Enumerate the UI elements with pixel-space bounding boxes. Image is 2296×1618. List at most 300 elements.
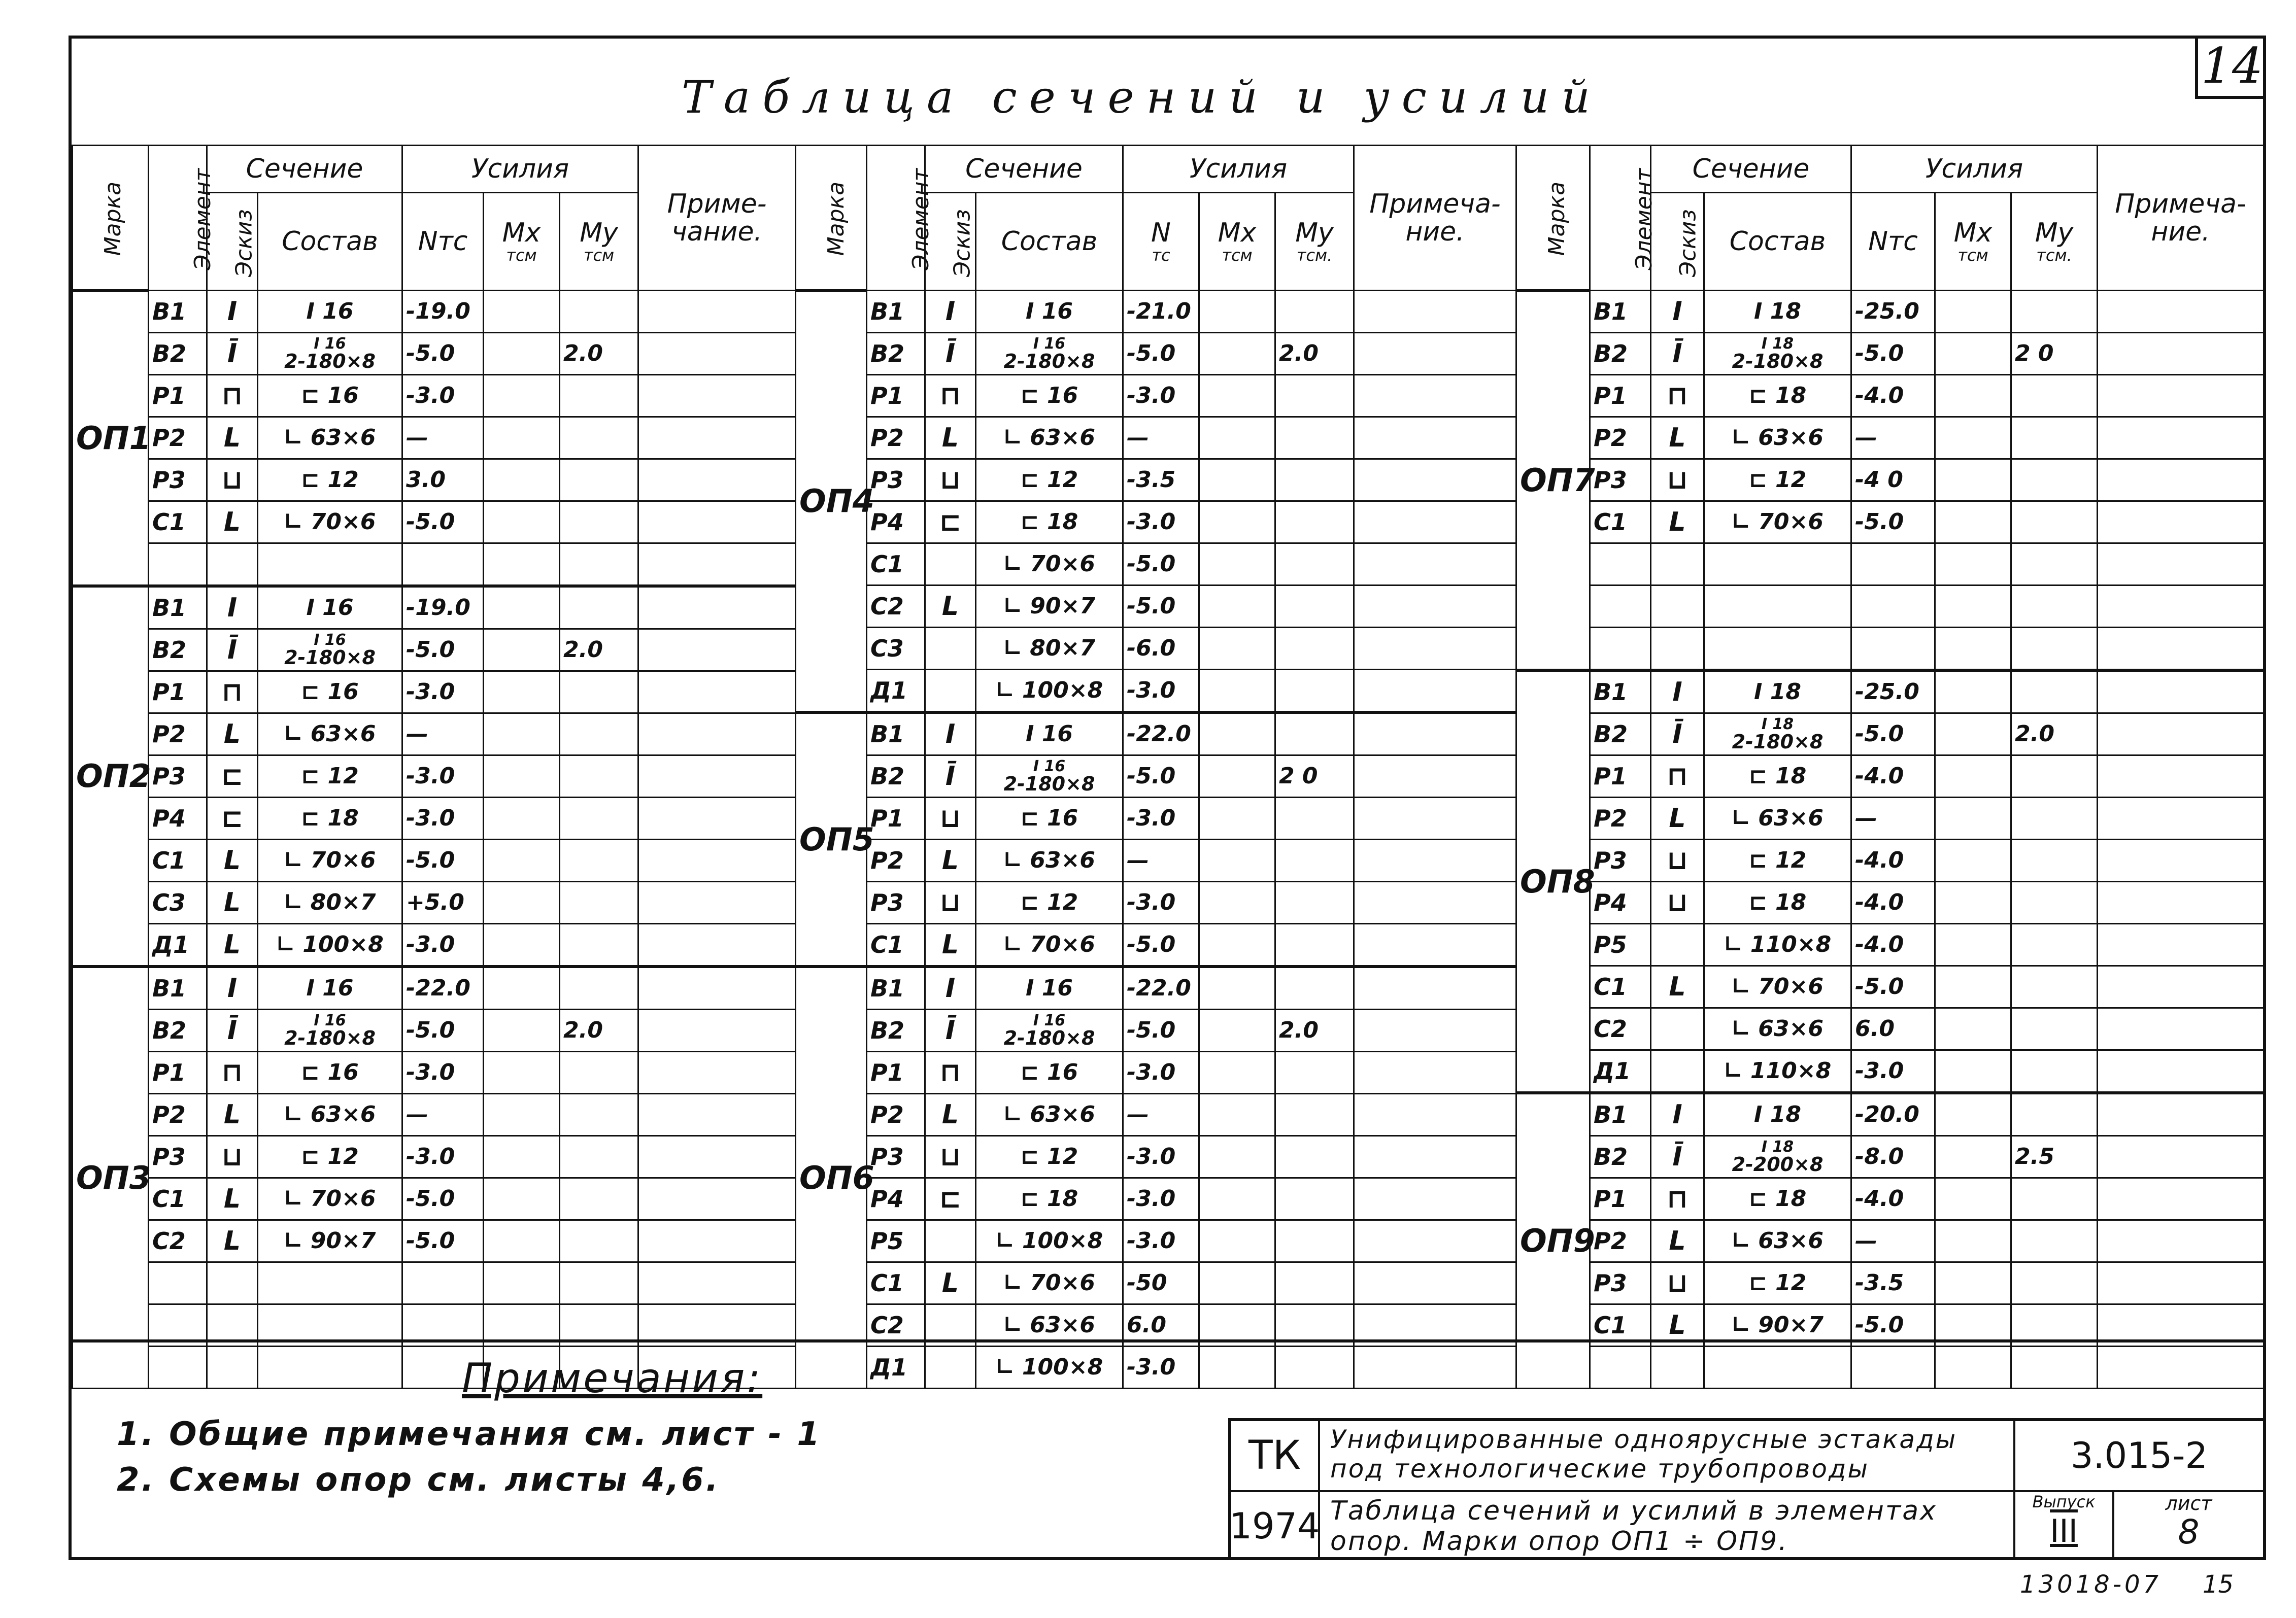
note-cell (1354, 501, 1516, 543)
moment-y-cell (2011, 798, 2098, 840)
note-cell (638, 375, 796, 417)
composition-cell (976, 417, 1123, 459)
note-cell (1354, 1094, 1516, 1136)
sketch-cell: L (1651, 1220, 1704, 1262)
sketch-cell: ⊔ (925, 798, 976, 840)
table-row (1516, 1093, 2264, 1136)
moment-y-cell (1275, 1136, 1354, 1178)
composition-cell (976, 1052, 1123, 1094)
moment-y-cell (560, 798, 638, 840)
composition-value: ∟ 100×8 (995, 1228, 1103, 1254)
composition-value: ⊏ 12 (301, 763, 359, 789)
table-row (796, 291, 1516, 333)
composition-value: I 18 (1754, 679, 1801, 705)
moment-y-cell (1275, 1178, 1354, 1220)
composition-value: ⊏ 12 (301, 467, 359, 493)
moment-x-cell (1935, 966, 2011, 1008)
element-cell: Р4 (867, 501, 925, 543)
moment-x-cell (484, 1178, 560, 1220)
element-cell: Р3 (149, 1136, 207, 1178)
composition-value: 2-180×8 (1003, 1027, 1095, 1049)
table-row (73, 967, 796, 1010)
force-n-cell: -20.0 (1851, 1093, 1935, 1136)
composition-value: ∟ 70×6 (1732, 509, 1824, 535)
force-n-cell: -8.0 (1851, 1136, 1935, 1178)
sketch-cell (925, 628, 976, 670)
sketch-cell (1651, 1050, 1704, 1093)
moment-x-cell (484, 629, 560, 671)
moment-y-cell: 2.0 (2011, 713, 2098, 755)
composition-cell (1704, 713, 1851, 755)
sketch-cell: ⊔ (925, 1136, 976, 1178)
archive-code: 13018-07 (2020, 1570, 2162, 1599)
note-cell (1354, 333, 1516, 375)
moment-y-cell (2011, 924, 2098, 966)
moment-y-cell (2011, 543, 2098, 586)
force-n-cell: -25.0 (1851, 291, 1935, 333)
sketch-cell: I (925, 967, 976, 1010)
sketch-cell: I (207, 967, 258, 1010)
element-cell: В1 (1590, 291, 1651, 333)
moment-x-cell (1199, 1220, 1275, 1262)
moment-x-cell (484, 291, 560, 333)
composition-value: 2-180×8 (1003, 773, 1095, 795)
moment-y-cell (2011, 840, 2098, 882)
element-cell: В1 (1590, 1093, 1651, 1136)
sketch-cell (207, 1347, 258, 1389)
note-cell (2098, 333, 2264, 375)
moment-x-cell (1199, 375, 1275, 417)
note-cell (1354, 924, 1516, 967)
table-row (1516, 755, 2264, 798)
sketch-cell (1651, 628, 1704, 671)
moment-x-cell (1199, 291, 1275, 333)
composition-value: 2-200×8 (1732, 1153, 1824, 1176)
moment-y-cell (560, 840, 638, 882)
note-cell (2098, 1262, 2264, 1304)
sketch-cell: ⊔ (925, 459, 976, 501)
sketch-cell: L (925, 1094, 976, 1136)
composition-cell (258, 755, 402, 798)
sketch-cell (1651, 924, 1704, 966)
table-row (1516, 1220, 2264, 1262)
composition-value: ∟ 100×8 (276, 932, 384, 957)
table-row (73, 671, 796, 713)
composition-cell (976, 755, 1123, 798)
col-my: My тсм. (2011, 193, 2098, 291)
table-row (1516, 459, 2264, 501)
moment-x-cell (1199, 333, 1275, 375)
note-cell (2098, 291, 2264, 333)
composition-value: ∟ 63×6 (284, 721, 376, 747)
composition-cell (1704, 501, 1851, 543)
composition-value: ∟ 70×6 (284, 847, 376, 873)
table-row (796, 670, 1516, 713)
table-row (73, 1094, 796, 1136)
sketch-cell: ⊓ (207, 1052, 258, 1094)
moment-y-cell (2011, 1262, 2098, 1304)
composition-value: ∟ 70×6 (284, 509, 376, 535)
element-cell: Р2 (867, 840, 925, 882)
composition-cell (1704, 417, 1851, 459)
composition-value: 2-180×8 (1003, 350, 1095, 372)
sketch-cell: L (207, 1220, 258, 1262)
moment-x-cell (1199, 501, 1275, 543)
note-cell (2098, 1050, 2264, 1093)
table-row (1516, 543, 2264, 586)
force-n-cell: -3.0 (402, 755, 484, 798)
page-title: Таблица сечений и усилий (682, 71, 1602, 123)
force-n-cell: -19.0 (402, 291, 484, 333)
composition-value: ∟ 70×6 (1003, 932, 1095, 957)
force-n-cell: -5.0 (402, 333, 484, 375)
table-row (796, 712, 1516, 755)
note-2: 2. Схемы опор см. листы 4,6. (117, 1461, 720, 1499)
table-row (1516, 1347, 2264, 1389)
moment-y-cell (1275, 798, 1354, 840)
element-cell: В2 (1590, 713, 1651, 755)
sketch-cell: ⊔ (207, 1136, 258, 1178)
force-n-cell: -3.0 (1851, 1050, 1935, 1093)
table-row (73, 924, 796, 967)
moment-x-cell (1199, 1052, 1275, 1094)
table-row (1516, 882, 2264, 924)
table-row (73, 375, 796, 417)
table-row (796, 1094, 1516, 1136)
table-row (1516, 966, 2264, 1008)
col-forces: Усилия (1123, 146, 1354, 193)
force-n-cell: — (1851, 1220, 1935, 1262)
moment-y-cell (1275, 712, 1354, 755)
composition-value: 2-180×8 (1732, 731, 1824, 753)
composition-cell (258, 333, 402, 375)
moment-x-cell (484, 1136, 560, 1178)
element-cell: Р2 (867, 1094, 925, 1136)
composition-value: I 16 (306, 595, 354, 621)
composition-value: ∟ 100×8 (995, 677, 1103, 703)
col-note: Приме-чание. (638, 146, 796, 291)
force-n-cell: -4.0 (1851, 924, 1935, 966)
composition-value: ⊏ 16 (301, 1059, 359, 1085)
sketch-cell: ⊔ (1651, 459, 1704, 501)
note-cell (2098, 586, 2264, 628)
force-n-cell: -5.0 (1123, 333, 1199, 375)
table-row (73, 501, 796, 543)
moment-y-cell (2011, 755, 2098, 798)
composition-cell (976, 333, 1123, 375)
table-row (796, 755, 1516, 798)
force-n-cell: -4.0 (1851, 840, 1935, 882)
table-row (796, 375, 1516, 417)
note-cell (2098, 713, 2264, 755)
composition-value: ⊏ 16 (301, 383, 359, 408)
col-mx: Mx тсм (484, 193, 560, 291)
element-cell: В1 (1590, 670, 1651, 713)
element-cell: С2 (149, 1220, 207, 1262)
sketch-cell (1651, 543, 1704, 586)
element-cell: С3 (867, 628, 925, 670)
sketch-cell: ⊔ (1651, 1262, 1704, 1304)
element-cell: Р5 (1590, 924, 1651, 966)
sketch-cell: L (207, 1178, 258, 1220)
sketch-cell: Ī (207, 333, 258, 375)
moment-x-cell (1199, 1262, 1275, 1304)
table-row (73, 417, 796, 459)
element-cell: Р2 (149, 713, 207, 755)
col-ntc: Nтс (402, 193, 484, 291)
composition-top: I 16 (1033, 335, 1066, 353)
composition-value: ⊏ 16 (1020, 383, 1078, 408)
moment-x-cell (1935, 333, 2011, 375)
composition-value: I 16 (306, 298, 354, 324)
moment-y-cell (1275, 459, 1354, 501)
element-cell: В2 (867, 1010, 925, 1052)
sketch-cell (925, 1347, 976, 1389)
moment-y-cell (2011, 1220, 2098, 1262)
composition-value: ∟ 110×8 (1724, 1058, 1832, 1084)
sketch-cell: L (207, 924, 258, 967)
col-composition: Состав (1704, 193, 1851, 291)
note-cell (2098, 628, 2264, 671)
table-row (1516, 670, 2264, 713)
note-cell (1354, 882, 1516, 924)
moment-x-cell (1935, 670, 2011, 713)
sketch-cell: I (925, 291, 976, 333)
table-row (73, 713, 796, 755)
element-cell: Р3 (1590, 459, 1651, 501)
force-n-cell: -5.0 (1123, 1010, 1199, 1052)
element-cell: В1 (149, 586, 207, 629)
note-cell (638, 713, 796, 755)
sketch-cell: I (1651, 1093, 1704, 1136)
composition-cell (976, 924, 1123, 967)
note-cell (1354, 375, 1516, 417)
note-cell (1354, 840, 1516, 882)
sketch-cell: L (207, 882, 258, 924)
composition-value: ∟ 63×6 (1732, 425, 1824, 451)
moment-x-cell (484, 375, 560, 417)
composition-value: ∟ 63×6 (284, 1101, 376, 1127)
composition-value: ⊏ 12 (1748, 467, 1807, 493)
note-cell (638, 1178, 796, 1220)
note-cell (2098, 1093, 2264, 1136)
composition-cell (258, 671, 402, 713)
moment-x-cell (484, 755, 560, 798)
element-cell: Р3 (867, 882, 925, 924)
stamp-sheet-label: лист (2165, 1492, 2212, 1514)
moment-y-cell (1275, 375, 1354, 417)
moment-x-cell (1199, 967, 1275, 1010)
force-n-cell: -5.0 (1851, 501, 1935, 543)
table-row (796, 628, 1516, 670)
moment-y-cell (2011, 1347, 2098, 1389)
table-row (73, 755, 796, 798)
composition-cell (976, 840, 1123, 882)
moment-y-cell: 2.0 (560, 1010, 638, 1052)
moment-x-cell (1935, 798, 2011, 840)
col-section: Сечение (1651, 146, 1851, 193)
element-cell: В1 (867, 967, 925, 1010)
table-row (1516, 291, 2264, 333)
composition-value: 2-180×8 (1732, 350, 1824, 372)
table-row (796, 1178, 1516, 1220)
moment-y-cell (560, 501, 638, 543)
moment-y-cell (560, 1136, 638, 1178)
composition-cell (976, 967, 1123, 1010)
section-table-3 (1515, 145, 2265, 1389)
table-row (73, 1262, 796, 1304)
force-n-cell: -5.0 (402, 840, 484, 882)
composition-cell (1704, 1178, 1851, 1220)
col-my: My тсм. (1275, 193, 1354, 291)
moment-y-cell (1275, 586, 1354, 628)
composition-cell (258, 1094, 402, 1136)
table-row (73, 333, 796, 375)
note-cell (2098, 966, 2264, 1008)
composition-value: ⊏ 12 (1020, 889, 1078, 915)
moment-y-cell (2011, 1050, 2098, 1093)
sketch-cell: I (925, 712, 976, 755)
composition-cell (258, 1178, 402, 1220)
sketch-cell: ⊏ (207, 755, 258, 798)
composition-cell (258, 882, 402, 924)
composition-value: ⊏ 18 (1020, 1186, 1078, 1212)
composition-value: ∟ 100×8 (995, 1354, 1103, 1380)
element-cell: Р1 (1590, 375, 1651, 417)
composition-top: I 16 (1033, 758, 1066, 775)
moment-x-cell (484, 543, 560, 587)
element-cell: С1 (149, 840, 207, 882)
composition-value: ∟ 63×6 (1003, 1101, 1095, 1127)
note-cell (1354, 670, 1516, 713)
moment-y-cell (560, 543, 638, 587)
note-cell (1354, 1178, 1516, 1220)
composition-value: ∟ 70×6 (1003, 551, 1095, 577)
moment-x-cell (484, 417, 560, 459)
composition-cell (976, 670, 1123, 713)
col-sketch: Эскиз (1651, 193, 1704, 291)
moment-y-cell: 2.5 (2011, 1136, 2098, 1178)
force-n-cell: -5.0 (1851, 966, 1935, 1008)
note-cell (1354, 1052, 1516, 1094)
moment-x-cell (484, 501, 560, 543)
sketch-cell: L (925, 924, 976, 967)
composition-value: ∟ 110×8 (1724, 932, 1832, 957)
note-cell (1354, 291, 1516, 333)
note-cell (2098, 543, 2264, 586)
table-row (1516, 1178, 2264, 1220)
moment-x-cell (1935, 840, 2011, 882)
element-cell: В1 (149, 967, 207, 1010)
table-row (796, 1262, 1516, 1304)
force-n-cell: -3.0 (402, 671, 484, 713)
sketch-cell: L (1651, 1304, 1704, 1347)
table-row (796, 1136, 1516, 1178)
moment-y-cell (560, 1262, 638, 1304)
sketch-cell: L (1651, 501, 1704, 543)
composition-cell (1704, 840, 1851, 882)
table-row (1516, 1262, 2264, 1304)
moment-x-cell (1935, 1347, 2011, 1389)
composition-cell (258, 1136, 402, 1178)
moment-y-cell: 2.0 (1275, 1010, 1354, 1052)
force-n-cell: 6.0 (1851, 1008, 1935, 1050)
table-row (796, 417, 1516, 459)
moment-x-cell (1199, 1094, 1275, 1136)
moment-x-cell (484, 882, 560, 924)
composition-cell (976, 1094, 1123, 1136)
support-mark: ОП7 (1516, 291, 1590, 671)
composition-value: ∟ 90×7 (1732, 1312, 1824, 1338)
force-n-cell (1851, 628, 1935, 671)
note-cell (2098, 417, 2264, 459)
sketch-cell: I (1651, 670, 1704, 713)
composition-cell (258, 459, 402, 501)
composition-value: ∟ 80×7 (284, 889, 376, 915)
composition-value: I 16 (1026, 298, 1073, 324)
element-cell: Р2 (867, 417, 925, 459)
composition-cell (258, 543, 402, 587)
force-n-cell: -5.0 (1123, 543, 1199, 586)
note-cell (638, 543, 796, 587)
element-cell: С1 (1590, 966, 1651, 1008)
table-row (1516, 798, 2264, 840)
composition-value: ⊏ 12 (1748, 847, 1807, 873)
table-row (73, 1010, 796, 1052)
moment-y-cell (1275, 628, 1354, 670)
col-mark: Марка (1516, 146, 1590, 291)
force-n-cell: — (1851, 417, 1935, 459)
note-cell (638, 586, 796, 629)
moment-y-cell (560, 755, 638, 798)
sketch-cell: ⊓ (1651, 375, 1704, 417)
element-cell: Р4 (1590, 882, 1651, 924)
element-cell: Р4 (149, 798, 207, 840)
sketch-cell (1651, 1347, 1704, 1389)
force-n-cell: — (1851, 798, 1935, 840)
table-row (796, 840, 1516, 882)
moment-x-cell (1935, 459, 2011, 501)
force-n-cell: -5.0 (402, 1178, 484, 1220)
composition-value: ∟ 90×7 (1003, 593, 1095, 619)
element-cell: Р1 (1590, 755, 1651, 798)
sketch-cell: Ī (207, 629, 258, 671)
force-n-cell: -3.0 (1123, 375, 1199, 417)
force-n-cell (402, 543, 484, 587)
composition-cell (258, 501, 402, 543)
force-n-cell: 6.0 (1123, 1304, 1199, 1347)
composition-cell (258, 1220, 402, 1262)
force-n-cell: -3.0 (1123, 501, 1199, 543)
force-n-cell: -50 (1123, 1262, 1199, 1304)
table-row (73, 1052, 796, 1094)
note-cell (1354, 1220, 1516, 1262)
moment-x-cell (1935, 755, 2011, 798)
composition-cell (1704, 1093, 1851, 1136)
sketch-cell: L (1651, 966, 1704, 1008)
moment-x-cell (484, 967, 560, 1010)
composition-value: ∟ 63×6 (1732, 1016, 1824, 1042)
composition-cell (258, 713, 402, 755)
moment-x-cell (1935, 291, 2011, 333)
sketch-cell: L (207, 417, 258, 459)
composition-cell (258, 967, 402, 1010)
note-cell (1354, 798, 1516, 840)
moment-y-cell (560, 671, 638, 713)
col-mx: Mx тсм (1199, 193, 1275, 291)
element-cell: Р3 (149, 755, 207, 798)
note-cell (638, 755, 796, 798)
